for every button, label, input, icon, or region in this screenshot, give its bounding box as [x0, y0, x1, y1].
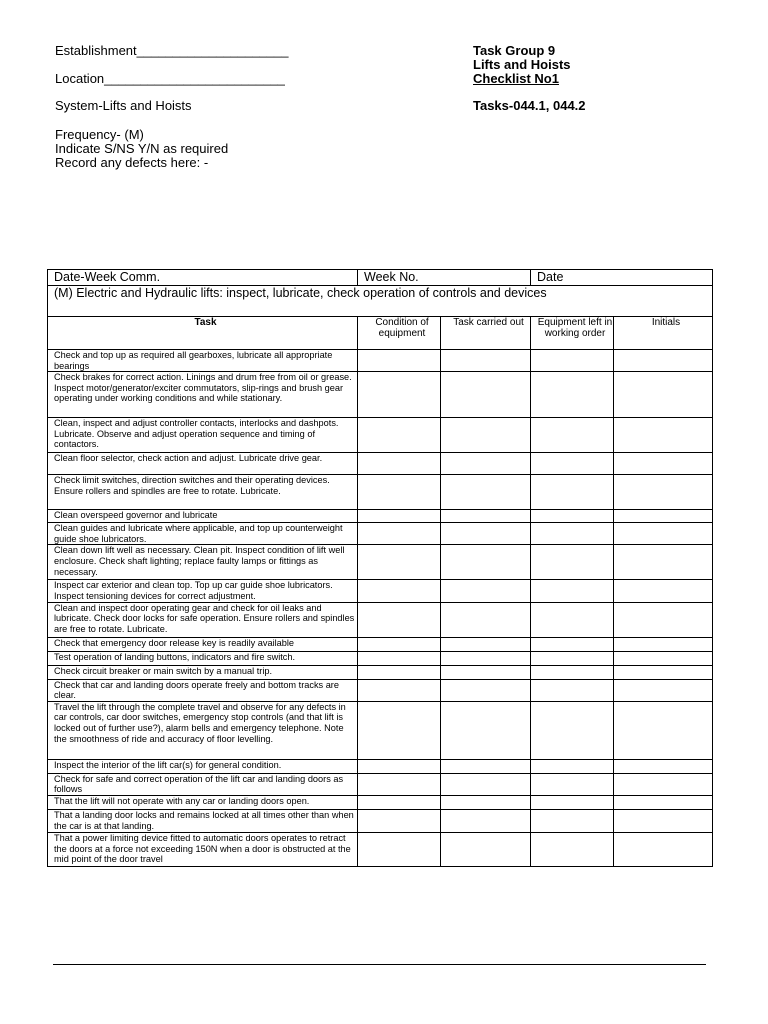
initials-cell[interactable] — [614, 510, 713, 523]
table-row — [48, 545, 713, 580]
checklist-number: Checklist No1 — [473, 71, 559, 86]
working-order-cell[interactable] — [531, 637, 614, 651]
table-row — [48, 418, 713, 453]
frequency-label: Frequency- (M) — [55, 127, 144, 142]
carried-out-cell[interactable] — [441, 701, 531, 759]
condition-cell[interactable] — [358, 510, 441, 523]
initials-cell[interactable] — [614, 665, 713, 679]
working-order-cell[interactable] — [531, 510, 614, 523]
working-order-cell[interactable] — [531, 832, 614, 866]
condition-cell[interactable] — [358, 545, 441, 580]
task-description: Clean overspeed governor and lubricate — [48, 510, 358, 523]
condition-cell[interactable] — [358, 651, 441, 665]
working-order-cell[interactable] — [531, 665, 614, 679]
table-row — [48, 350, 713, 372]
task-description: Clean floor selector, check action and adjust. Lubricate drive gear. — [48, 453, 358, 475]
initials-cell[interactable] — [614, 809, 713, 832]
working-order-cell[interactable] — [531, 545, 614, 580]
table-row — [48, 701, 713, 759]
task-group-label: Task Group 9 — [473, 43, 556, 58]
condition-cell[interactable] — [358, 372, 441, 418]
condition-cell[interactable] — [358, 350, 441, 372]
task-description: Clean and inspect door operating gear and check for oil leaks and lubricate. Check door locks for safe operation. Ensure rollers and spindles are free to rotate. Lubricate. — [48, 602, 358, 637]
system-label: System-Lifts and Hoists — [55, 98, 192, 113]
initials-cell[interactable] — [614, 475, 713, 510]
working-order-cell[interactable] — [531, 580, 614, 602]
table-row — [48, 372, 713, 418]
carried-out-cell[interactable] — [441, 773, 531, 795]
carried-out-cell[interactable] — [441, 665, 531, 679]
carried-out-cell[interactable] — [441, 372, 531, 418]
initials-cell[interactable] — [614, 602, 713, 637]
tasks-reference: Tasks-044.1, 044.2 — [473, 98, 586, 113]
condition-column-header: Condition of equipment — [358, 317, 441, 350]
table-row — [48, 759, 713, 773]
task-description: Check circuit breaker or main switch by a manual trip. — [48, 665, 358, 679]
working-order-cell[interactable] — [531, 795, 614, 809]
task-description: Inspect the interior of the lift car(s) for general condition. — [48, 759, 358, 773]
working-order-cell[interactable] — [531, 475, 614, 510]
initials-cell[interactable] — [614, 795, 713, 809]
table-row — [48, 580, 713, 602]
task-description: Clean, inspect and adjust controller contacts, interlocks and dashpots. Lubricate. Observe and adjust operation sequence and timing of contactors. — [48, 418, 358, 453]
task-description: Clean guides and lubricate where applicable, and top up counterweight guide shoe lubricators. — [48, 523, 358, 545]
working-order-cell[interactable] — [531, 523, 614, 545]
working-order-cell[interactable] — [531, 418, 614, 453]
carried-out-cell[interactable] — [441, 580, 531, 602]
working-order-cell[interactable] — [531, 372, 614, 418]
table-row — [48, 510, 713, 523]
task-description: Check that emergency door release key is readily available — [48, 637, 358, 651]
carried-out-cell[interactable] — [441, 795, 531, 809]
condition-cell[interactable] — [358, 809, 441, 832]
initials-cell[interactable] — [614, 453, 713, 475]
task-description: That a power limiting device fitted to automatic doors operates to retract the doors at a force not exceeding 150N when a door is obstructed at the mid point of the door travel — [48, 832, 358, 866]
footer-rule — [53, 964, 706, 965]
task-description: Clean down lift well as necessary. Clean pit. Inspect condition of lift well enclosure. Check shaft lighting; replace faulty lamps or fittings as necessary. — [48, 545, 358, 580]
table-row — [48, 475, 713, 510]
carried-out-cell[interactable] — [441, 545, 531, 580]
condition-cell[interactable] — [358, 475, 441, 510]
working-order-cell[interactable] — [531, 350, 614, 372]
initials-cell[interactable] — [614, 350, 713, 372]
working-order-column-header: Equipment left in working order — [531, 317, 614, 350]
initials-cell[interactable] — [614, 773, 713, 795]
working-order-cell[interactable] — [531, 759, 614, 773]
carried-out-cell[interactable] — [441, 832, 531, 866]
task-description: Check that car and landing doors operate freely and bottom tracks are clear. — [48, 679, 358, 701]
condition-cell[interactable] — [358, 773, 441, 795]
initials-cell[interactable] — [614, 832, 713, 866]
carried-out-cell[interactable] — [441, 809, 531, 832]
location-field: Location_________________________ — [55, 71, 285, 86]
carried-out-cell[interactable] — [441, 453, 531, 475]
condition-cell[interactable] — [358, 580, 441, 602]
task-description: Test operation of landing buttons, indicators and fire switch. — [48, 651, 358, 665]
task-description: Check limit switches, direction switches and their operating devices. Ensure rollers and spindles are free to rotate. Lubricate. — [48, 475, 358, 510]
table-row — [48, 809, 713, 832]
carried-out-cell[interactable] — [441, 637, 531, 651]
condition-cell[interactable] — [358, 453, 441, 475]
condition-cell[interactable] — [358, 665, 441, 679]
table-row — [48, 651, 713, 665]
document-title: Lifts and Hoists — [473, 57, 571, 72]
initials-column-header: Initials — [614, 317, 713, 350]
date-week-comm-cell: Date-Week Comm. — [48, 270, 358, 286]
condition-cell[interactable] — [358, 418, 441, 453]
task-description: That a landing door locks and remains locked at all times other than when the car is at that landing. — [48, 809, 358, 832]
week-no-cell: Week No. — [358, 270, 531, 286]
table-row — [48, 679, 713, 701]
table-row — [48, 795, 713, 809]
initials-cell[interactable] — [614, 418, 713, 453]
carried-out-cell[interactable] — [441, 602, 531, 637]
condition-cell[interactable] — [358, 523, 441, 545]
initials-cell[interactable] — [614, 523, 713, 545]
working-order-cell[interactable] — [531, 651, 614, 665]
table-row — [48, 832, 713, 866]
carried-out-cell[interactable] — [441, 523, 531, 545]
working-order-cell[interactable] — [531, 701, 614, 759]
initials-cell[interactable] — [614, 651, 713, 665]
section-title-row — [48, 286, 713, 317]
condition-cell[interactable] — [358, 795, 441, 809]
indicate-instruction: Indicate S/NS Y/N as required — [55, 141, 229, 156]
date-cell: Date — [531, 270, 713, 286]
checklist-table — [47, 269, 713, 867]
working-order-cell[interactable] — [531, 809, 614, 832]
table-row — [48, 453, 713, 475]
condition-cell[interactable] — [358, 701, 441, 759]
task-description: Check for safe and correct operation of the lift car and landing doors as follows — [48, 773, 358, 795]
table-row — [48, 523, 713, 545]
initials-cell[interactable] — [614, 580, 713, 602]
carried-out-cell[interactable] — [441, 510, 531, 523]
task-description: Inspect car exterior and clean top. Top up car guide shoe lubricators. Inspect tensioning devices for correct adjustment. — [48, 580, 358, 602]
task-description: Check brakes for correct action. Linings and drum free from oil or grease. Inspect motor/generator/exciter commutators, slip-rings and brush gear operating under working conditions and while stationary. — [48, 372, 358, 418]
initials-cell[interactable] — [614, 545, 713, 580]
initials-cell[interactable] — [614, 679, 713, 701]
column-header-row — [48, 317, 713, 350]
table-row — [48, 773, 713, 795]
initials-cell[interactable] — [614, 372, 713, 418]
condition-cell[interactable] — [358, 602, 441, 637]
date-row — [48, 270, 713, 286]
working-order-cell[interactable] — [531, 602, 614, 637]
condition-cell[interactable] — [358, 679, 441, 701]
working-order-cell[interactable] — [531, 773, 614, 795]
initials-cell[interactable] — [614, 701, 713, 759]
carried-out-cell[interactable] — [441, 651, 531, 665]
task-description: Travel the lift through the complete travel and observe for any defects in car controls, car door switches, emergency stop controls (and that lift is locked out of further use?), alarm bells and emergency telephone. Note the smoothness of ride and accuracy of floor levelling. — [48, 701, 358, 759]
carried-out-cell[interactable] — [441, 759, 531, 773]
task-description: That the lift will not operate with any car or landing doors open. — [48, 795, 358, 809]
condition-cell[interactable] — [358, 832, 441, 866]
task-description: Check and top up as required all gearboxes, lubricate all appropriate bearings — [48, 350, 358, 372]
carried-out-cell[interactable] — [441, 418, 531, 453]
task-column-header: Task — [48, 317, 358, 350]
condition-cell[interactable] — [358, 637, 441, 651]
carried-out-cell[interactable] — [441, 350, 531, 372]
carried-out-cell[interactable] — [441, 679, 531, 701]
table-row — [48, 665, 713, 679]
section-title: (M) Electric and Hydraulic lifts: inspect, lubricate, check operation of controls and devices — [48, 286, 713, 317]
establishment-field: Establishment_____________________ — [55, 43, 289, 58]
working-order-cell[interactable] — [531, 453, 614, 475]
table-row — [48, 602, 713, 637]
working-order-cell[interactable] — [531, 679, 614, 701]
record-defects-label: Record any defects here: - — [55, 155, 209, 170]
condition-cell[interactable] — [358, 759, 441, 773]
initials-cell[interactable] — [614, 759, 713, 773]
carried-out-cell[interactable] — [441, 475, 531, 510]
carried-out-column-header: Task carried out — [441, 317, 531, 350]
initials-cell[interactable] — [614, 637, 713, 651]
table-row — [48, 637, 713, 651]
